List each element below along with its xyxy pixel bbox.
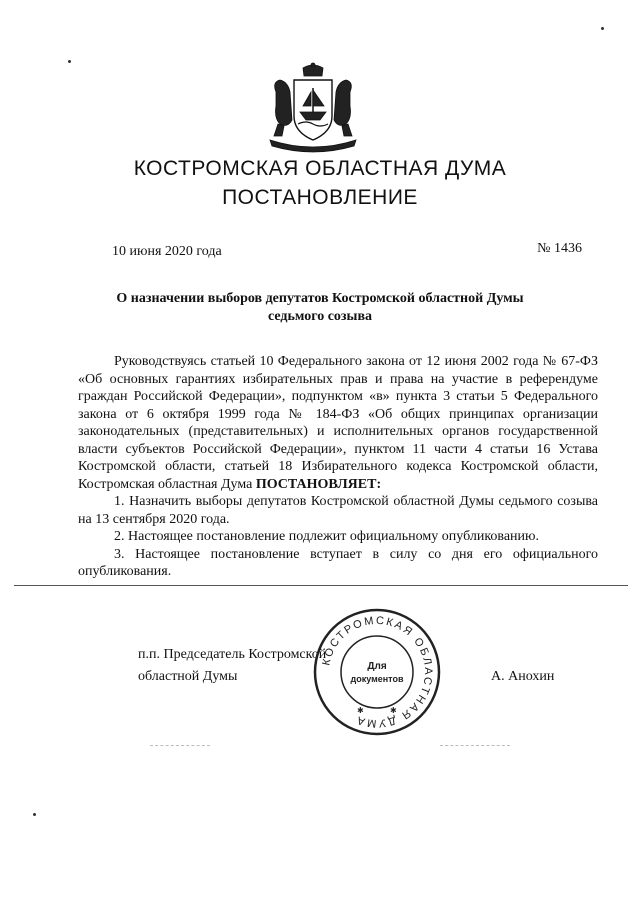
- subject-line-2: седьмого созыва: [267, 309, 373, 324]
- signature-position-line-1: п.п. Председатель Костромской: [138, 647, 327, 662]
- preamble-paragraph: [78, 353, 598, 493]
- clause-2: 2. Настоящее постановление подлежит официальному опубликованию.: [114, 529, 539, 544]
- document-subject: [100, 290, 540, 326]
- preamble-text: Руководствуясь статьей 10 Федерального закона от 12 июня 2002 года № 67-ФЗ «Об основных гарантиях избирательных прав и права на участие в референдуме граждан Российской Федерации», подпунктом «в» пункта 3 статьи 5 Федерального закона от 6 октября 1999 года № 184-ФЗ «Об общих принципах организации законодательных (представительных) и исполнительных органов государственной власти субъектов Российской Федерации», пунктом 11 части 4 статьи 16 Устава Костромской области, статьей 18 Избирательного кодекса Костромской области, Костромская областная Дума: [78, 354, 598, 492]
- stamp-center-line-2: документов: [350, 674, 404, 684]
- signature-position-line-2: областной Думы: [138, 669, 238, 684]
- stamp-ring-text: КОСТРОМСКАЯ ОБЛАСТНАЯ ДУМА: [320, 614, 435, 730]
- org-title: КОСТРОМСКАЯ ОБЛАСТНАЯ ДУМА: [133, 157, 507, 180]
- stamp-center-line-1: Для: [367, 661, 387, 672]
- coat-of-arms-icon: [262, 62, 364, 154]
- scan-artifact-dashes: [440, 745, 510, 746]
- document-date: 10 июня 2020 года: [112, 244, 222, 259]
- resolves-keyword: ПОСТАНОВЛЯЕТ:: [255, 476, 382, 492]
- document-body: [78, 353, 598, 581]
- scan-speck: [68, 60, 71, 63]
- scan-speck: [601, 27, 604, 30]
- scan-artifact-dashes: [150, 745, 210, 746]
- document-number: № 1436: [537, 241, 582, 256]
- subject-line-1: О назначении выборов депутатов Костромской областной Думы: [116, 291, 524, 306]
- clause-1: 1. Назначить выборы депутатов Костромской областной Думы седьмого созыва на 13 сентября 2020 года.: [78, 494, 598, 527]
- separator-line: [14, 585, 628, 586]
- signer-name: А. Анохин: [491, 669, 555, 684]
- stamp-star-right-icon: ✱: [390, 706, 397, 715]
- scan-speck: [33, 813, 36, 816]
- clause-3: 3. Настоящее постановление вступает в силу со дня его официального опубликования.: [78, 546, 598, 579]
- official-stamp: [312, 607, 442, 737]
- doc-type-title: ПОСТАНОВЛЕНИЕ: [222, 186, 418, 209]
- stamp-star-left-icon: ✱: [357, 706, 364, 715]
